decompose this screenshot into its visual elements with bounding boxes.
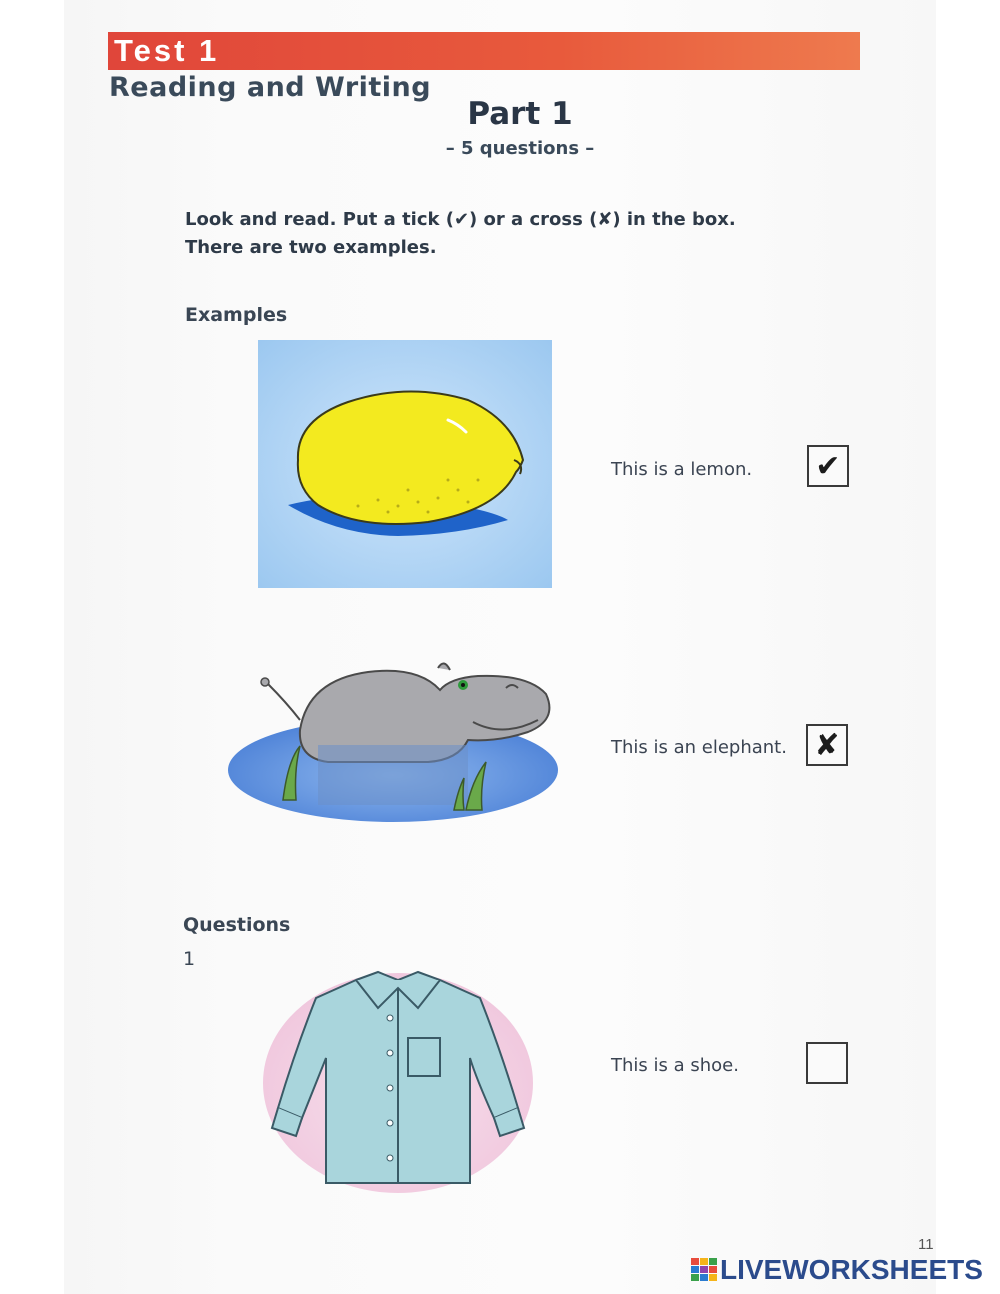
example-2-sentence: This is an elephant. (611, 737, 787, 758)
lemon-picture (258, 340, 552, 588)
instruction-line-1: Look and read. Put a tick (✔) or a cross (✘) in the box. (185, 209, 736, 230)
page-number: 11 (918, 1236, 934, 1253)
margin-left (0, 0, 64, 1294)
instructions (185, 206, 825, 262)
shirt-picture (248, 958, 538, 1194)
example-2-answer-box: ✘ (806, 724, 848, 766)
part-title: Part 1 (467, 96, 573, 132)
instruction-line-2: There are two examples. (185, 237, 437, 258)
example-1-sentence: This is a lemon. (611, 459, 753, 480)
liveworksheets-icon (690, 1257, 718, 1283)
question-1-answer-box[interactable] (806, 1042, 848, 1084)
examples-heading: Examples (185, 304, 288, 326)
margin-right (936, 0, 1000, 1294)
question-1-number: 1 (183, 948, 196, 970)
test-label: Test 1 (114, 33, 220, 68)
test-banner (108, 32, 860, 70)
example-1-answer-box: ✔ (807, 445, 849, 487)
liveworksheets-logo (690, 1254, 983, 1286)
question-1-sentence: This is a shoe. (611, 1055, 739, 1076)
hippo-picture (228, 650, 558, 825)
section-title: Reading and Writing (109, 72, 432, 103)
part-subtitle: – 5 questions – (445, 138, 595, 159)
brand-name: LIVEWORKSHEETS (720, 1254, 983, 1285)
questions-heading: Questions (183, 914, 291, 936)
